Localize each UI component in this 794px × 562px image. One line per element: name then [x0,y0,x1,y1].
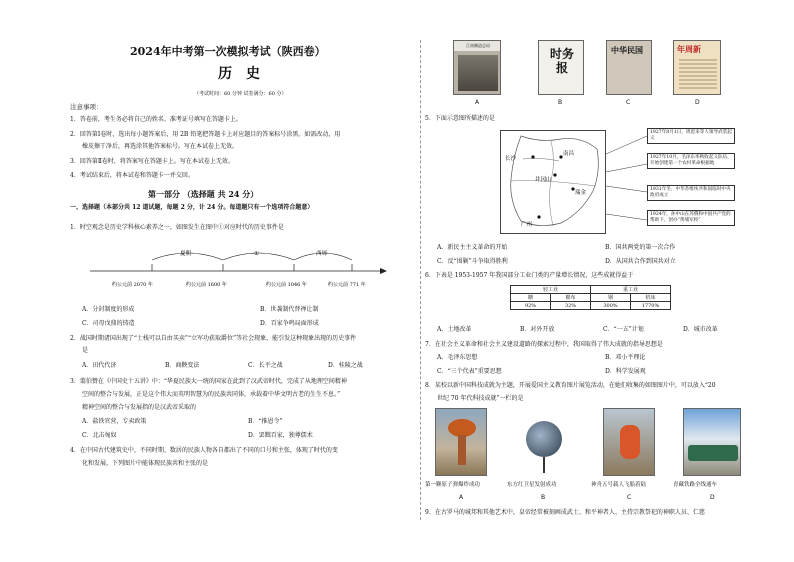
section-instruction: 一、选择题（本部分共 12 道试题，每题 2 分，计 24 分。每道题只有一个选项符合题意） [70,204,314,211]
province-line [549,141,553,226]
image-caption: 青藏铁路全线通车 [673,482,718,488]
option: D．百家争鸣局面形成 [260,320,319,327]
note-item: 2．回答第Ⅰ卷时，选出每小题答案后，用 2B 铅笔把答题卡上对应题目的答案标号涂黑。如需改动，用 [70,131,341,138]
q4-image-c [606,40,652,95]
callout-leader-lines [606,128,648,238]
satellite-body [526,421,562,457]
option: A．毛泽东思想 [437,354,478,361]
image-label: B [558,99,563,106]
astronaut-suit [620,425,640,459]
table-subheader: 钢 [591,294,631,302]
question-2-stem: 2．战国时期诸国出现了“士栈可以自由买卖”“立军功获取爵位”等社会现象，能引发这种现象出现的历史事件 [70,335,357,342]
question-3-stem-cont: 空间的整合与发展，正是这个伟大而英明智慧为的民族共同体，承载着中华文明古老的生生不息。” [82,391,341,398]
timeline-diagram [90,246,390,296]
mushroom-cloud-stem [458,435,466,465]
option: B．商鞅变法 [165,362,200,369]
note-item: 橡皮擦干净后，再选涂其他答案标号。写在本试卷上无效。 [82,143,239,150]
q8-image-c [603,408,655,476]
image-caption: 年周新 [677,44,701,54]
image-caption: 神舟五号载人飞船着陆 [591,482,647,488]
table-cell: 1770% [631,302,671,310]
option: A．新民主主义革命的开始 [437,244,508,251]
timeline-date: 约公元前 1600 年 [186,282,227,288]
notes-title: 注意事项： [70,103,103,111]
option: A．土地改革 [437,326,472,333]
magazine-text [679,59,717,89]
map-label: 广州 [521,222,533,228]
train [688,445,738,461]
map-label: 井冈山 [535,177,552,183]
map-callout: 1927年8月1日，周恩来等人领导武装起义 [647,128,735,144]
option: B．“推恩令” [248,418,283,425]
city-dot [531,155,534,158]
map-callout: 1931年冬，中华苏维埃共和国临时中央政府成立 [647,185,735,201]
table-subheader: 机床 [631,294,671,302]
option: B．邓小平理论 [605,354,646,361]
table-row [511,294,671,302]
exam-info: （考试时间：60 分钟 试卷满分：60 分） [194,91,287,97]
option: D．城市改革 [683,326,718,333]
satellite-antenna [543,457,545,473]
question-4-stem: 4．在中国古代建筑史中，不同时期、数居的民族人物各自都出了不同的口号和主张，体现了时代的变 [70,447,338,454]
image-label: A [459,494,464,501]
image-label: D [710,494,715,501]
table-row [511,286,671,294]
column-separator [420,40,421,520]
option: C．反“围剿”斗争取得胜利 [437,258,508,265]
image-caption: 中华民国 [611,45,643,55]
map-svg [501,131,605,233]
table-cell: 92% [511,302,551,310]
question-5-stem: 5．下面示意图所描述的是 [425,115,495,122]
map-china-south [500,130,606,234]
table-cell: 300% [591,302,631,310]
question-2-stem-cont: 是 [82,347,89,354]
map-callout: 1924年，孙中山在苏俄和中国共产党的帮助下，创办“黄埔军校” [647,210,735,226]
table-subheader: 棉布 [551,294,591,302]
question-7-stem: 7．在社会主义革命和社会主义建设道路的探索过程中，我国取得了伟大成就的指导思想是 [425,341,663,348]
production-table [510,285,671,310]
image-label: C [627,494,632,501]
note-item: 4．考试结束后，将本试卷和答题卡一并交回。 [70,172,194,179]
table-row [511,302,671,310]
option: D．科学发展观 [605,368,646,375]
image-label: D [695,99,700,106]
option: B．国共两党的第一次合作 [605,244,676,251]
city-dot [537,215,540,218]
city-dot [553,173,556,176]
part-title: 第一部分 （选择题 共 24 分） [148,189,259,199]
option: D．桂陵之战 [328,362,363,369]
factory-photo [458,55,498,91]
q8-image-d [683,408,741,476]
question-9-stem: 9．在古罗马的城邦和其他艺术中，皇帝经常被刻画成武士、和平神者人、主持宗教祭祀的神职人员、仁慈 [425,509,705,516]
image-caption: 东方红卫星发射成功 [507,482,557,488]
timeline-mark: ① [254,251,259,257]
note-item: 1．答卷前，考生务必将自己的姓名、准考证号填写在答题卡上。 [70,116,242,123]
subject-title: 历史 [218,66,274,82]
image-caption: 第一颗原子弹爆炸成功 [425,482,481,488]
option: C．“一五”计划 [603,326,644,333]
province-line [511,181,596,186]
question-1-stem: 1．时空观念是历史学科核心素养之一，如图发生在图中①对应时代的历史事件是 [70,224,284,231]
image-label: C [626,99,631,106]
table-cell: 32% [551,302,591,310]
question-8-stem-cont: 世纪 70 年代科技成就”一栏的是 [437,395,524,402]
option: C．司母戊鼎的铸造 [82,320,135,327]
table-header: 轻工业 [511,286,591,294]
option: D．从国共合作到国共对立 [605,258,676,265]
map-label: 长沙 [505,156,517,162]
question-8-stem: 8．某校以新中国科技成就为主题，开展爱国主义教育图片展览活动，在她们收集的如图图片中，可以放入“20 [425,382,716,389]
map-label: 南昌 [563,151,575,157]
map-callout: 1927年10月，毛泽东率秋收起义队伍，开始创建第一个农村革命根据地 [647,153,735,169]
question-6-stem: 6．下表是 1953-1957 年我国部分工业门类的产量增长情况，这些成就得益于 [425,272,634,279]
image-label: B [541,494,546,501]
map-label: 瑞金 [575,190,587,196]
timeline-arrow [380,268,387,274]
question-3-stem-cont: 精神空间的整合与发展指的是汉武帝采取的 [82,404,197,411]
image-label: A [475,99,480,106]
timeline-date: 约公元前 1046 年 [266,282,307,288]
table-header: 重工业 [591,286,671,294]
q8-image-b [517,412,569,474]
q4-image-a [453,40,501,95]
newspaper-title: 时务报 [549,47,574,75]
option: B．对外开放 [520,326,555,333]
q4-image-b [538,40,584,95]
note-item: 3．回答第Ⅱ卷时，将答案写在答题卡上。写在本试卷上无效。 [70,158,234,165]
question-3-stem: 3．翦伯赞在《中国史十五讲》中：“华夏民族大一统的国家在此到了汉武帝时代，完成了从地理空间精神 [70,378,347,385]
option: A．田代代济 [82,362,117,369]
timeline-date: 约公元前 771 年 [328,282,366,288]
image-caption: 江南制造总局 [454,41,501,51]
timeline-mark: 夏朝 [180,251,192,257]
table-subheader: 糖 [511,294,551,302]
timeline-date: 约公元前 2070 年 [112,282,153,288]
q8-image-a [435,408,487,476]
option: B．世袭制代替禅让制 [260,306,319,313]
exam-title: 2024年中考第一次模拟考试（陕西卷） [130,45,326,58]
option: C．长平之战 [248,362,283,369]
option: C．北击匈奴 [82,432,117,439]
question-4-stem-cont: 化和发展，下列图片中能体现民族共和主张的是 [82,460,209,467]
option: A．分封制度的形成 [82,306,135,313]
q4-image-d [673,40,721,95]
option: D．罢黜百家，独尊儒术 [248,432,313,439]
timeline-mark: 西周 [316,251,328,257]
option: A．盐铁官营，专卖政策 [82,418,147,425]
option: C．“三个代表”重要思想 [437,368,502,375]
